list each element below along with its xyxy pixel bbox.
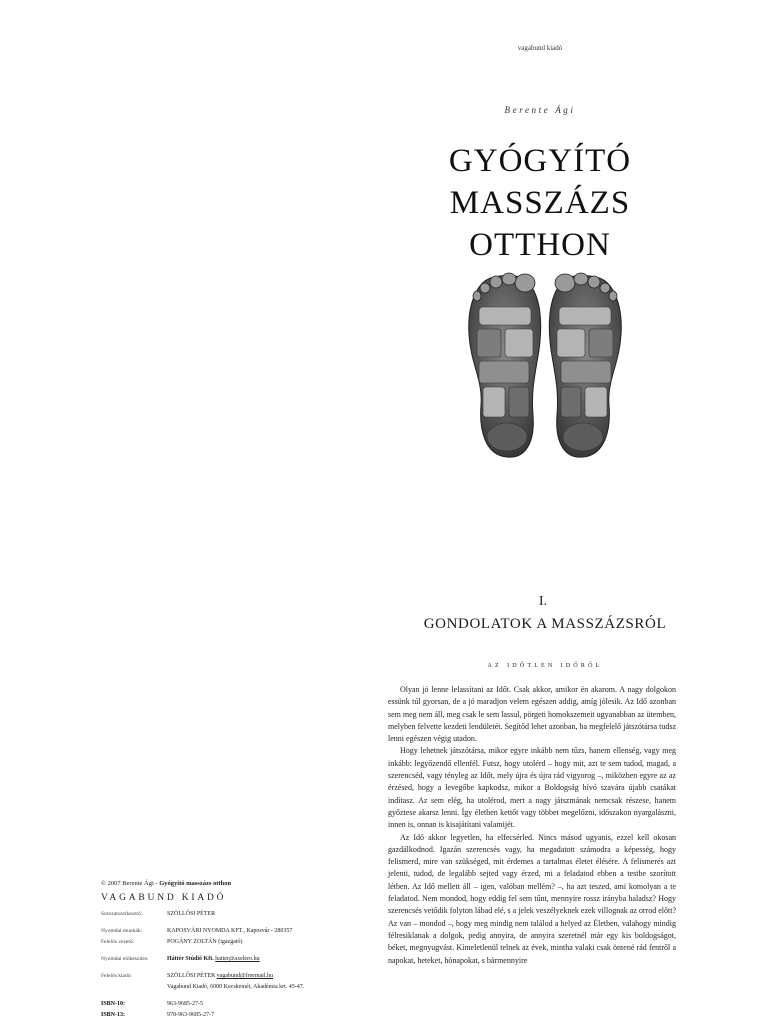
paragraph: Az Idő akkor legyetlen, ha elfecsérled. Nincs másod ugyanis, ezzel kell okosan gazdálkodnod. Igazán szerencsés vagy, ha megadatott számodra a képesség, hogy felismerd, mire van szükséged, mit érdemes a tartalmas életet élésére. A felismerés azt jelenti, tudod, de legalább sejted vagy érzed, mi a feladatod ebben a testbe szorított létben. Az Idő mellett áll – igen, valóban mellém? –, ha azt teszed, ami komolyan a te feladatod. Nem mondod, hogy eddig fel sem tűnt, mennyire rossz irányba haladsz? Hogy szerencsés vetődik folyton lábad elé, s a jelek veszélyeknek ezek villognak az orrod előtt? Az van – mondod –, hogy meg mindig nem találod a helyed az Életben, valahogy mindig félresiklanak a dolgok, pedig annyira, de annyira szeretnél már egy kis boldogságot, béket, megnyugvást. Kímeletlenül telnek az évek, mintha valaki csak öntené rád fentről a napokat, heteket, hónapokat, s bármennyire [388,832,676,965]
row-value: Háttér Stúdió Kft. [167,956,214,962]
publisher-address: Vagabund Kiadó, 6000 Kecskemét, Akadémia krt. 45-47. [167,984,305,990]
colophon-row [101,972,351,981]
chapter-number: I. [538,594,548,609]
colophon [101,880,351,1022]
title-line-2: MASSZÁZS [449,185,631,221]
colophon-row [101,938,351,947]
title-line-3: OTTHON [469,227,611,263]
colophon-row [101,955,351,964]
paragraph: Olyan jó lenne lelassítani az Időt. Csak akkor, amikor én akarom. A nagy dolgokon essünk túl gyorsan, de a jó maradjon velem egészen addig, amíg jólesik. Az Idő azonban sem meg nem áll, meg csak le sem lassul, pörgeti homokszemeit ugyanabban az ütemben, melyben felvette kezdeti lendületét. Segítőd lehet azonban, ha megfelelő játszótársa tudsz lenni egészen végig utadon. [388,685,676,744]
copyright-title: Gyógyító masszázs otthon [159,880,232,887]
copyright-prefix: © 2007 Berente Ági - [101,880,158,887]
row-value: KAPOSVÁRI NYOMDA KFT., Kaposvár - 280357 [167,928,293,934]
isbn10-row [101,1000,351,1009]
row-label: Nyomdai előkészítés: [101,956,149,962]
row-label: Felelős kiadó: [101,973,133,979]
row-label [101,983,167,992]
isbn13-row [101,1011,351,1020]
isbn13-value: 978-963-9685-27-7 [167,1012,214,1018]
row-value: SZÖLLŐSI PÉTER [167,911,216,917]
publisher-header: vagabund kiadó [517,44,563,52]
section-title: az időtlen időről [487,660,603,669]
copyright-line [101,880,351,887]
publisher-name: VAGABUND KIADÓ [101,893,227,903]
paragraph: Hogy lehetnek játszótársa, mikor egyre inkább nem tűzs, hanem ellenség, vagy meg inkább: legyőzendő ellenfél. Futsz, hogy utolérd – hogy mit, azt te sem tudod, magad, a szerencséd, vagy tényleg az Időt, mely újra és újra rád vigyorog –, miközben egyre az az érzésed, hogy a levegőbe kapkodsz, mikor a Boldogság hívó szavára újabb csatákat indítasz. Az sem elég, ha utolérod, mert a nagy játszmának nemcsak részese, hanem győztese akarsz lenni. Így életben kettőt vagy többet megelőzni, időszakon nyargalászni, innen is, onnan is kisajátítani valamijét. [388,746,676,830]
colophon-row [101,983,351,992]
feet-reflexology-image [455,265,635,465]
isbn13-label: ISBN-13: [101,1012,126,1018]
title-line-1: GYÓGYÍTÓ [448,143,632,179]
isbn10-value: 963-9685-27-5 [167,1001,203,1007]
row-value: SZÖLLŐSI PÉTER [167,973,216,979]
email-link[interactable]: vagabund@freemail.hu [216,973,274,979]
colophon-row [101,910,351,919]
chapter-title: GONDOLATOK A MASSZÁZSRÓL [423,616,667,632]
row-label: Sorozatszerkesztő: [101,911,143,917]
colophon-row [101,927,351,936]
row-value: POGÁNY ZOLTÁN (igazgató) [167,939,243,945]
email-link[interactable]: hatter@axelero.hu [215,956,260,962]
row-label: Nyomdai munkák: [101,928,143,934]
isbn10-label: ISBN-10: [101,1001,126,1007]
author-name: Berente Ági [504,105,576,115]
book-title [420,140,660,266]
row-label: Felelős vezető: [101,939,135,945]
chapter-body [388,684,676,967]
